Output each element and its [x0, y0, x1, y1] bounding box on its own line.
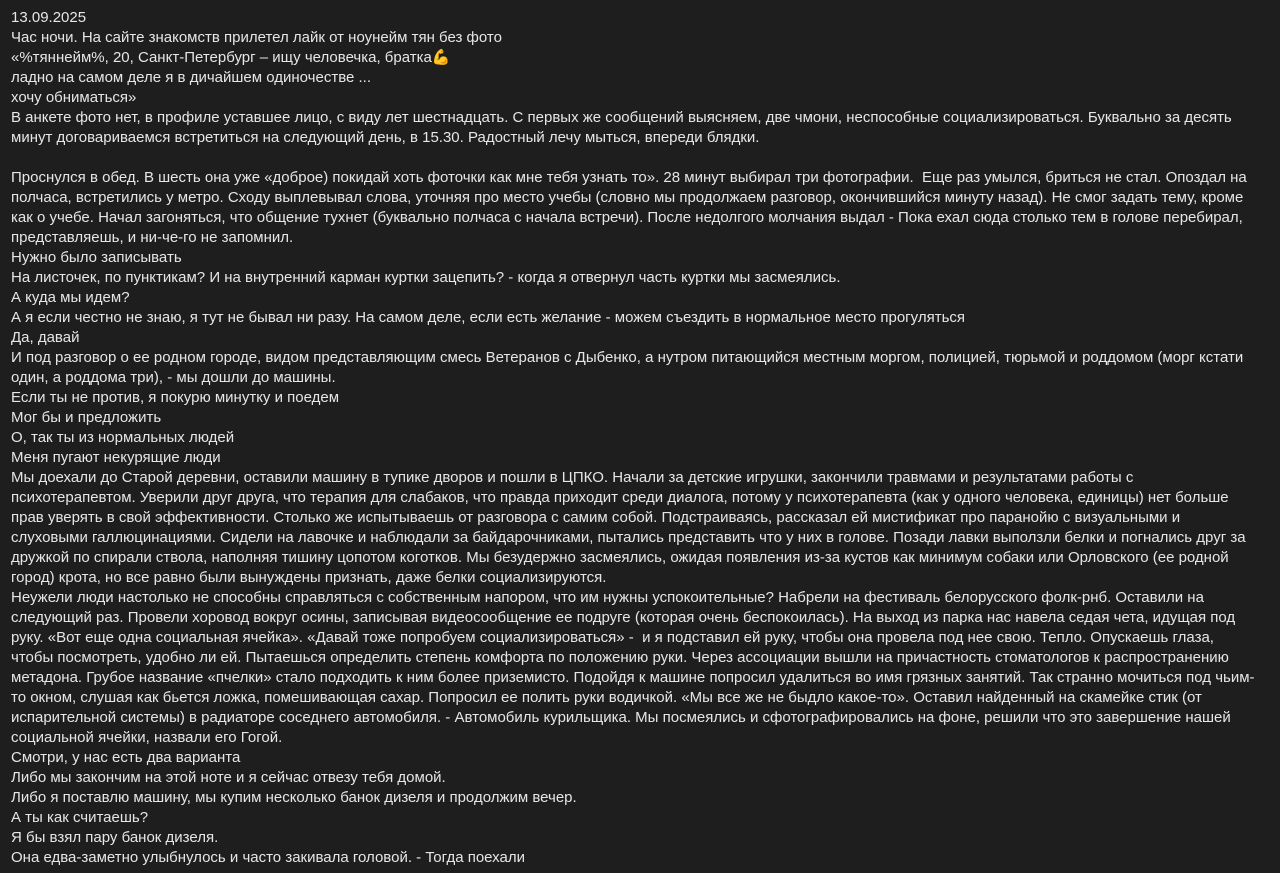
text-line: ладно на самом деле я в дичайшем одиночестве ... — [11, 69, 371, 86]
text-line: «%тяннейм%, 20, Санкт-Петербург – ищу человечка, братка💪 — [11, 49, 451, 66]
paragraph: Проснулся в обед. В шесть она уже «доброе) покидай хоть фоточки как мне тебя узнать то». 28 минут выбирал три фотографии. Еще раз умылся, бриться не стал. Опоздал на полчаса, встретились у метро. Сходу выплевывал слова, уточняя про место учебы (словно мы продолжаем разговор, окончившийся минуту назад). Не смог задать тему, кроме как о учебе. Начал загоняться, что общение тухнет (буквально полчаса с начала встречи). После недолгого молчания выдал - Пока ехал сюда столько тем в голове перебирал, представляешь, и ни-че-го не запомнил. — [11, 169, 1251, 246]
text-line: А ты как считаешь? — [11, 809, 149, 826]
paragraph: Мы доехали до Старой деревни, оставили машину в тупике дворов и пошли в ЦПКО. Начали за детские игрушки, закончили травмами и результатами работы с психотерапевтом. Уверили друг друга, что терапия для слабаков, что правда приходит среди диалога, потому у психотерапевта (как у одного человека, единицы) нет больше прав уверять в свой эффективности. Столько же испытываешь от разговора с самим собой. Подстраиваясь, рассказал ей мистификат про паранойю с визуальными и слуховыми галлюцинациями. Сидели на лавочке и наблюдали за байдарочниками, пытались представить что у них в голове. Позади лавки выползли белки и погнались друг за дружкой по спирали ствола, наполняя тишину цопотом коготков. Мы безудержно засмеялись, ожидая появления из-за кустов как минимум собаки или Орловского (ее родной город) крота, но все равно были вынуждены признать, даже белки социализируются. — [11, 469, 1250, 586]
text-line: Да, давай — [11, 329, 80, 346]
text-line: Я бы взял пару банок дизеля. — [11, 829, 219, 846]
text-line: Либо я поставлю машину, мы купим несколько банок дизеля и продолжим вечер. — [11, 789, 577, 806]
date-line: 13.09.2025 — [11, 9, 87, 26]
text-line: А я если честно не знаю, я тут не бывал ни разу. На самом деле, если есть желание - можем съездить в нормальное место прогуляться — [11, 309, 966, 326]
text-line: Смотри, у нас есть два варианта — [11, 749, 241, 766]
text-line: Либо мы закончим на этой ноте и я сейчас отвезу тебя домой. — [11, 769, 446, 786]
text-line: хочу обниматься» — [11, 89, 137, 106]
text-line: Мог бы и предложить — [11, 409, 162, 426]
text-line: Она едва-заметно улыбнулось и часто закивала головой. - Тогда поехали — [11, 849, 525, 866]
text-line: Час ночи. На сайте знакомств прилетел лайк от ноунейм тян без фото — [11, 29, 502, 46]
empty-line — [11, 148, 1260, 168]
text-line: Нужно было записывать — [11, 249, 182, 266]
paragraph: И под разговор о ее родном городе, видом представляющим смесь Ветеранов с Дыбенко, а нутром питающийся местным моргом, полицией, тюрьмой и роддомом (морг кстати один, а роддома три), - мы дошли до машины. — [11, 349, 1248, 386]
text-line: Если ты не против, я покурю минутку и поедем — [11, 389, 340, 406]
paragraph: Неужели люди настолько не способны справляться с собственным напором, что им нужны успокоительные? Набрели на фестиваль белорусского фолк-рнб. Оставили на следующий раз. Провели хоровод вокруг осины, записывая видеосообщение ее подруге (которая очень беспокоилась). На выход из парка нас навела седая чета, идущая под руку. «Вот еще одна социальная ячейка». «Давай тоже попробуем социализироваться» - и я подставил ей руку, чтобы она провела под нее свою. Тепло. Опускаешь глаза, чтобы посмотреть, удобно ли ей. Пытаешься определить степень комфорта по положению руки. Через ассоциации вышли на причастность стоматологов к распространению метадона. Грубое название «пчелки» стало подходить к ним более приземисто. Подойдя к машине попросил удалиться во имя грязных занятий. Так странно мочиться под чьим-то окном, слушая как бьется ложка, помешивающая сахар. Попросил ее полить руки водичкой. «Мы все же не быдло какое-то». Оставил найденный на скамейке стик (от испарительной системы) в радиаторе соседнего автомобиля. - Автомобиль курильщика. Мы посмеялись и сфотографировались на фоне, решили что это завершение нашей социальной ячейки, назвали его Гогой. — [11, 589, 1255, 746]
text-line: На листочек, по пунктикам? И на внутренний карман куртки зацепить? - когда я отвернул часть куртки мы засмеялись. — [11, 269, 841, 286]
paragraph: В анкете фото нет, в профиле уставшее лицо, с виду лет шестнадцать. С первых же сообщений выясняем, две чмони, неспособные социализироваться. Буквально за десять минут договариваемся встретиться на следующий день, в 15.30. Радостный лечу мыться, впереди блядки. — [11, 109, 1236, 146]
text-line: Меня пугают некурящие люди — [11, 449, 221, 466]
text-line: О, так ты из нормальных людей — [11, 429, 235, 446]
text-line: А куда мы идем? — [11, 289, 130, 306]
